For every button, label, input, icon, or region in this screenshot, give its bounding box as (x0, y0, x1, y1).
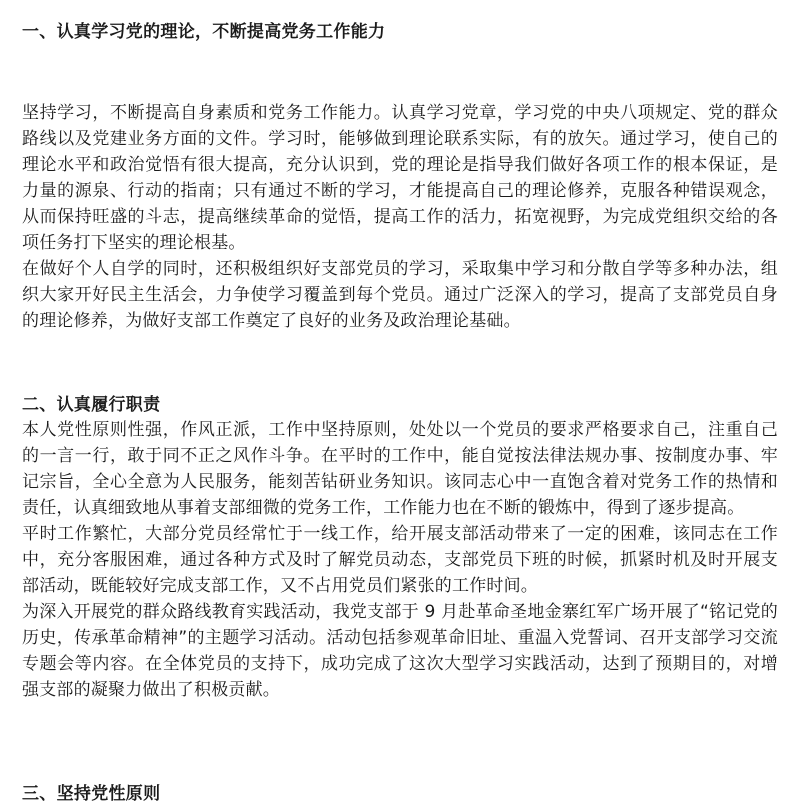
section-2-paragraph-3: 为深入开展党的群众路线教育实践活动，我党支部于 9 月赴革命圣地金寨红军广场开展了“铭记党的历史，传承革命精神”的主题学习活动。活动包括参观革命旧址、重温入党誓词、召开支部学习交流专题会等内容。在全体党员的支持下，成功完成了这次大型学习实践活动，达到了预期目的，对增强支部的凝聚力做出了积极贡献。 (22, 602, 778, 700)
section-1-paragraph-2: 在做好个人自学的同时，还积极组织好支部党员的学习，采取集中学习和分散自学等多种办法，组织大家开好民主生活会，力争使学习覆盖到每个党员。通过广泛深入的学习，提高了支部党员自身的理论修养，为做好支部工作奠定了良好的业务及政治理论基础。 (22, 259, 778, 331)
section-1-body (22, 100, 778, 334)
section-1-heading: 一、认真学习党的理论，不断提高党务工作能力 (22, 22, 386, 42)
section-2-paragraph-1: 本人党性原则性强，作风正派，工作中坚持原则，处处以一个党员的要求严格要求自己，注重自己的一言一行，敢于同不正之风作斗争。在平时的工作中，能自觉按法律法规办事、按制度办事、牢记宗旨，全心全意为人民服务，能刻苦钻研业务知识。该同志心中一直饱含着对党务工作的热情和责任，认真细致地从事着支部细微的党务工作，工作能力也在不断的锻炼中，得到了逐步提高。 (22, 420, 778, 518)
section-2-paragraph-2: 平时工作繁忙，大部分党员经常忙于一线工作，给开展支部活动带来了一定的困难，该同志在工作中，充分客服困难，通过各种方式及时了解党员动态，支部党员下班的时候，抓紧时机及时开展支部活动，既能较好完成支部工作，又不占用党员们紧张的工作时间。 (22, 524, 778, 596)
section-2-heading: 二、认真履行职责 (22, 395, 161, 415)
section-1-paragraph-1: 坚持学习，不断提高自身素质和党务工作能力。认真学习党章，学习党的中央八项规定、党的群众路线以及党建业务方面的文件。学习时，能够做到理论联系实际，有的放矢。通过学习，使自己的理论水平和政治觉悟有很大提高，充分认识到，党的理论是指导我们做好各项工作的根本保证，是力量的源泉、行动的指南；只有通过不断的学习，才能提高自己的理论修养，克服各种错误观念，从而保持旺盛的斗志，提高继续革命的觉悟，提高工作的活力，拓宽视野，为完成党组织交给的各项任务打下坚实的理论根基。 (22, 103, 778, 253)
section-3-heading: 三、坚持党性原则 (22, 784, 161, 804)
section-2-body (22, 417, 778, 703)
